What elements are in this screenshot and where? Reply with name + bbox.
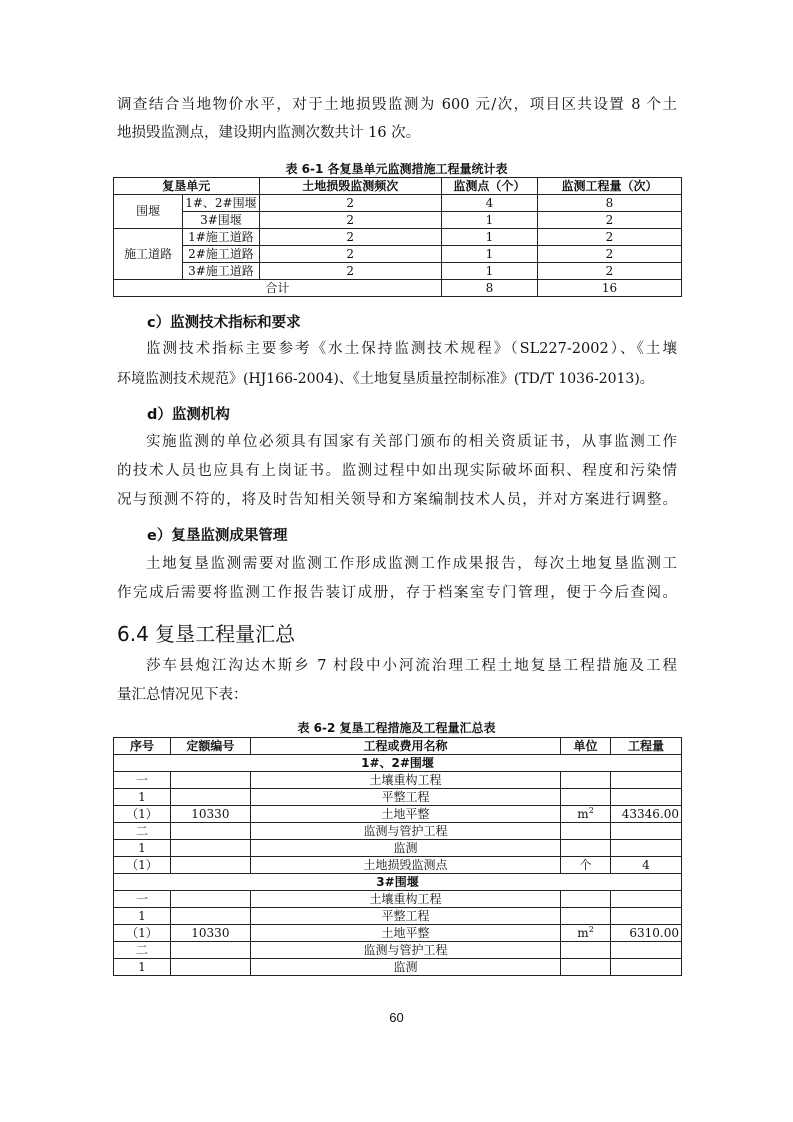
section-e-paragraph — [117, 554, 677, 603]
cell — [250, 959, 560, 976]
table-row — [114, 857, 682, 874]
cell — [170, 806, 250, 823]
cell — [170, 925, 250, 942]
cell — [114, 772, 171, 789]
cell — [561, 823, 611, 840]
cell-text: 监测 — [393, 959, 418, 974]
table2-header: 单位 — [561, 738, 611, 755]
cell: 2 — [259, 263, 441, 280]
cell — [250, 840, 560, 857]
cell-text: 土地平整 — [381, 806, 430, 821]
cell — [114, 942, 171, 959]
intro-paragraph — [117, 95, 677, 143]
cell — [114, 806, 171, 823]
cell — [561, 840, 611, 857]
superscript: 2 — [588, 924, 594, 934]
cell — [170, 857, 250, 874]
cell — [114, 840, 171, 857]
cell: 1#施工道路 — [183, 229, 259, 246]
text-line: 莎车县炮江沟达木斯乡 7 村段中小河流治理工程土地复垦工程措施及工程 — [146, 658, 677, 674]
table1-title: 表 6-1 各复垦单元监测措施工程量统计表 — [285, 162, 508, 176]
cell — [611, 789, 682, 806]
cell — [250, 772, 560, 789]
cell-text: 监测与管护工程 — [363, 823, 448, 838]
superscript: 2 — [588, 805, 594, 815]
table-row — [114, 840, 682, 857]
cell — [250, 908, 560, 925]
section-label: 3#围堰 — [114, 874, 682, 891]
cell-text: （1） — [126, 925, 158, 940]
cell-text: 二 — [135, 823, 148, 838]
cell: 3#施工道路 — [183, 263, 259, 280]
cell — [611, 772, 682, 789]
table2-header: 工程或费用名称 — [250, 738, 560, 755]
cell — [561, 772, 611, 789]
cell — [250, 942, 560, 959]
cell: 2 — [259, 229, 441, 246]
table-row — [114, 891, 682, 908]
cell: 1 — [441, 229, 537, 246]
cell — [250, 823, 560, 840]
cell — [561, 789, 611, 806]
table-row — [114, 772, 682, 789]
table-row — [114, 806, 682, 823]
cell — [250, 925, 560, 942]
cell-text: 土壤重构工程 — [369, 891, 442, 906]
section-6-4-paragraph — [117, 656, 677, 705]
table2-title: 表 6-2 复垦工程措施及工程量汇总表 — [297, 721, 496, 735]
cell — [170, 840, 250, 857]
table1-header: 监测工程量（次） — [537, 178, 681, 195]
intro-line-2: 地损毁监测点，建设期内监测次数共计 16 次。 — [117, 125, 421, 141]
cell-text: 监测 — [393, 840, 418, 855]
cell-text: 平整工程 — [381, 789, 430, 804]
table1-header: 土地损毁监测频次 — [259, 178, 441, 195]
table-row — [114, 263, 682, 280]
cell: 2 — [259, 246, 441, 263]
cell: 16 — [537, 280, 681, 297]
table-row — [114, 908, 682, 925]
cell: 4 — [441, 195, 537, 212]
cell — [561, 891, 611, 908]
cell — [561, 942, 611, 959]
cell — [114, 891, 171, 908]
cell: 1 — [441, 263, 537, 280]
table2-header: 工程量 — [611, 738, 682, 755]
cell-text: 二 — [135, 942, 148, 957]
table2-header: 序号 — [114, 738, 171, 755]
section-d-heading: d）监测机构 — [147, 407, 230, 423]
intro-line-1: 调查结合当地物价水平，对于土地损毁监测为 600 元/次，项目区共设置 8 个土 — [117, 97, 677, 113]
cell-text: 6310.00 — [629, 925, 679, 940]
cell — [170, 823, 250, 840]
cell — [170, 891, 250, 908]
table-row — [114, 789, 682, 806]
table1-header: 监测点（个） — [441, 178, 537, 195]
section-c-paragraph-2 — [117, 369, 677, 389]
table2-header-row — [114, 738, 682, 755]
table-row — [114, 212, 682, 229]
table1-group-weiyan: 围堰 — [114, 195, 183, 229]
cell-text: 1 — [138, 959, 146, 974]
cell: 1 — [441, 212, 537, 229]
cell-text: 1 — [138, 789, 146, 804]
cell — [114, 857, 171, 874]
table-row — [114, 823, 682, 840]
table1-header-row — [114, 178, 682, 195]
cell — [114, 908, 171, 925]
cell: 2 — [537, 212, 681, 229]
table1-header: 复垦单元 — [114, 178, 260, 195]
text-line: 况与预测不符的，将及时告知相关领导和方案编制技术人员，并对方案进行调整。 — [117, 492, 677, 508]
cell: 合计 — [114, 280, 442, 297]
cell: 1 — [441, 246, 537, 263]
text-line: 作完成后需要将监测工作报告装订成册，存于档案室专门管理，便于今后查阅。 — [117, 585, 677, 601]
cell — [250, 789, 560, 806]
cell — [611, 942, 682, 959]
cell-text: 10330 — [191, 806, 230, 821]
cell — [170, 789, 250, 806]
cell-text: m — [577, 806, 589, 821]
cell — [114, 959, 171, 976]
cell-text: 43346.00 — [621, 806, 679, 821]
text-line: 的技术人员也应具有上岗证书。监测过程中如出现实际破坏面积、程度和污染情 — [117, 463, 677, 479]
text-line: 监测技术指标主要参考《水土保持监测技术规程》（SL227-2002）、《土壤 — [146, 341, 677, 357]
cell — [561, 806, 611, 823]
cell: 2 — [537, 246, 681, 263]
section-c-paragraph — [117, 339, 677, 359]
table1-total-row — [114, 280, 682, 297]
cell — [611, 857, 682, 874]
cell — [114, 925, 171, 942]
table2-section-row — [114, 755, 682, 772]
cell-text: 1 — [138, 840, 146, 855]
cell — [611, 806, 682, 823]
cell — [250, 857, 560, 874]
section-e-heading: e）复垦监测成果管理 — [147, 528, 288, 544]
table2-header: 定额编号 — [170, 738, 250, 755]
cell-text: 一 — [135, 772, 148, 787]
cell: 3#围堰 — [183, 212, 259, 229]
cell — [170, 908, 250, 925]
table1-group-road: 施工道路 — [114, 229, 183, 280]
cell — [561, 857, 611, 874]
section-label: 1#、2#围堰 — [114, 755, 682, 772]
cell: 1#、2#围堰 — [183, 195, 259, 212]
cell — [611, 925, 682, 942]
cell — [114, 823, 171, 840]
section-6-4-heading: 6.4 复垦工程量汇总 — [117, 622, 296, 646]
page-number: 60 — [389, 1010, 404, 1025]
cell — [170, 772, 250, 789]
table-row — [114, 942, 682, 959]
cell — [611, 959, 682, 976]
cell: 2 — [537, 229, 681, 246]
cell-text: 监测与管护工程 — [363, 942, 448, 957]
cell: 8 — [441, 280, 537, 297]
table-row — [114, 246, 682, 263]
text-line: 实施监测的单位必须具有国家有关部门颁布的相关资质证书，从事监测工作 — [146, 434, 677, 450]
cell — [611, 908, 682, 925]
table-row — [114, 925, 682, 942]
cell — [611, 891, 682, 908]
cell-text: 土地平整 — [381, 925, 430, 940]
cell: 2 — [537, 263, 681, 280]
cell — [250, 806, 560, 823]
cell-text: 土壤重构工程 — [369, 772, 442, 787]
table-row — [114, 195, 682, 212]
cell-text: 1 — [138, 908, 146, 923]
text-line: 环境监测技术规范》(HJ166-2004)、《土地复垦质量控制标准》(TD/T 1036-2013)。 — [117, 371, 654, 387]
cell-text: m — [577, 925, 589, 940]
table1 — [113, 177, 682, 297]
cell — [561, 925, 611, 942]
cell — [114, 789, 171, 806]
cell — [250, 891, 560, 908]
table-row — [114, 229, 682, 246]
text-line: 土地复垦监测需要对监测工作形成监测工作成果报告，每次土地复垦监测工 — [146, 556, 677, 572]
cell: 2#施工道路 — [183, 246, 259, 263]
cell — [611, 840, 682, 857]
cell-text: 10330 — [191, 925, 230, 940]
cell — [170, 942, 250, 959]
cell-text: 个 — [579, 857, 592, 872]
cell-text: （1） — [126, 806, 158, 821]
cell — [561, 959, 611, 976]
cell — [170, 959, 250, 976]
section-d-paragraph — [117, 432, 677, 510]
cell: 8 — [537, 195, 681, 212]
cell-text: 一 — [135, 891, 148, 906]
cell — [611, 823, 682, 840]
cell: 2 — [259, 212, 441, 229]
cell-text: （1） — [126, 857, 158, 872]
text-line: 量汇总情况见下表： — [117, 687, 248, 703]
cell-text: 平整工程 — [381, 908, 430, 923]
cell — [561, 908, 611, 925]
table2 — [113, 737, 682, 976]
cell: 2 — [259, 195, 441, 212]
table2-section-row — [114, 874, 682, 891]
table-row — [114, 959, 682, 976]
section-c-heading: c）监测技术指标和要求 — [147, 315, 301, 331]
cell-text: 土地损毁监测点 — [363, 857, 448, 872]
cell-text: 4 — [642, 857, 650, 872]
